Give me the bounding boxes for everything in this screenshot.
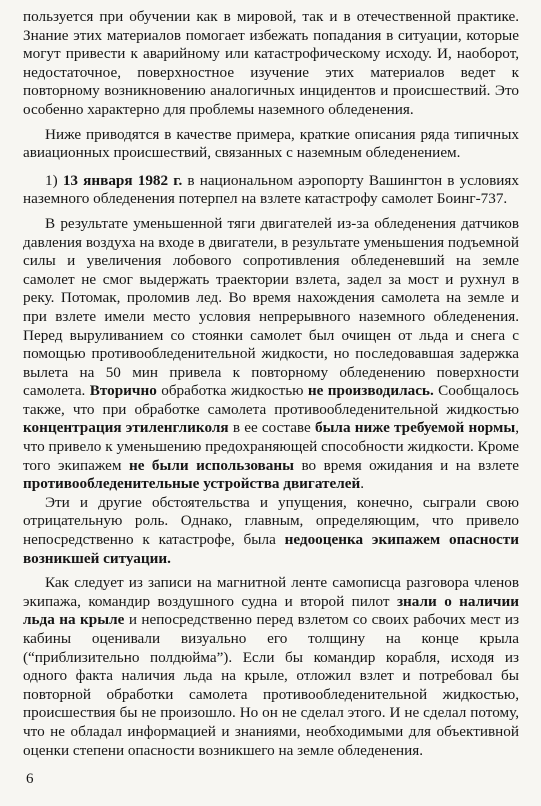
bold-phrase: не были использованы [128,456,294,474]
text-run: пользуется при обучении как в мировой, так и в отечественной практике. Знание этих материалов помогает избежать попадания в ситуации, которые могут привести к аварийному или катастрофическому исходу. И, наоборот, недостаточное, поверхностное изучение этих материалов ведет к повторному возникновению аналогичных инцидентов и происшествий. Это особенно характерно для проблемы наземного обледенения. [23,8,519,118]
bold-phrase: противообледенительные устройства двигателей [23,475,361,493]
paragraph-4 [23,215,519,494]
bold-phrase: Вторично [89,382,157,400]
bold-phrase: 13 января 1982 г. [62,171,183,189]
text-run: в национальном аэропорту Вашингтон в условиях наземного обледенения потерпел на взлете катастрофу самолет Боинг-737. [23,171,520,208]
bold-phrase: знали о наличии льда на крыле [23,592,519,629]
text-run: и непосредственно перед взлетом со своих рабочих мест из кабины оценивали визуально его толщину на конце крыла (“приблизительно полдюйма”). Если бы командир корабля, исходя из одного факта наличия льда на крыле, отложил взлет и потребовал бы повторной обработки самолета противообледенительной жидкостью, происшествия бы не произошло. Но он не сделал этого. И не сделал потому, что не обладал информацией и знаниями, необходимыми для объективной оценки степени опасности возникшего на земле обледенения. [23,611,519,759]
text-run: . [360,475,365,493]
text-run: 1) [45,171,63,189]
text-run: обработка жидкостью [156,382,308,400]
paragraph-1 [23,8,519,120]
bold-phrase: концентрация этиленгликоля [23,419,229,437]
text-run: , что привело к уменьшению предохраняющей способности жидкости. Кроме того экипажем [23,419,520,474]
paragraph-6 [23,574,519,760]
text-run: во время ожидания и на взлете [293,456,519,474]
body-text [23,8,519,760]
text-run: Сообщалось также, что при обработке самолета противообледенительной жидкостью [23,382,519,418]
text-run: Как следует из записи на магнитной ленте самописца разговора членов экипажа, командир воздушного судна и второй пилот [23,574,519,610]
bold-phrase: не производилась. [307,382,434,400]
text-run: в ее составе [228,419,315,437]
paragraph-5 [23,494,519,568]
paragraph-3 [23,172,519,209]
text-run: Эти и другие обстоятельства и упущения, конечно, сыграли свою отрицательную роль. Однако, главным, определяющим, что привело непосредственно к катастрофе, была [23,493,519,549]
bold-phrase: недооценка экипажем опасности возникшей ситуации. [23,531,519,567]
bold-phrase: была ниже требуемой нормы [314,419,516,437]
text-run: В результате уменьшенной тяги двигателей из-за обледенения датчиков давления воздуха на входе в двигатели, в результате уменьшения подъемной силы и увеличения лобового сопротивления обледеневший на земле самолет не смог выдержать траектории взлета, задел за мост и рухнул в реку. Потомак, проломив лед. Во время нахождения самолета на земле и при взлете имели место условия непрерывного наземного обледенения. Перед выруливанием со стоянки самолет был очищен от льда и снега с помощью противообледенительной жидкости, но последовавшая задержка вылета на 50 мин привела к повторному обледенению поверхности самолета. [23,214,519,400]
text-run: Ниже приводятся в качестве примера, краткие описания ряда типичных авиационных происшествий, связанных с наземным обледенением. [23,125,519,162]
page-number: 6 [26,771,34,787]
paragraph-2 [23,126,519,163]
